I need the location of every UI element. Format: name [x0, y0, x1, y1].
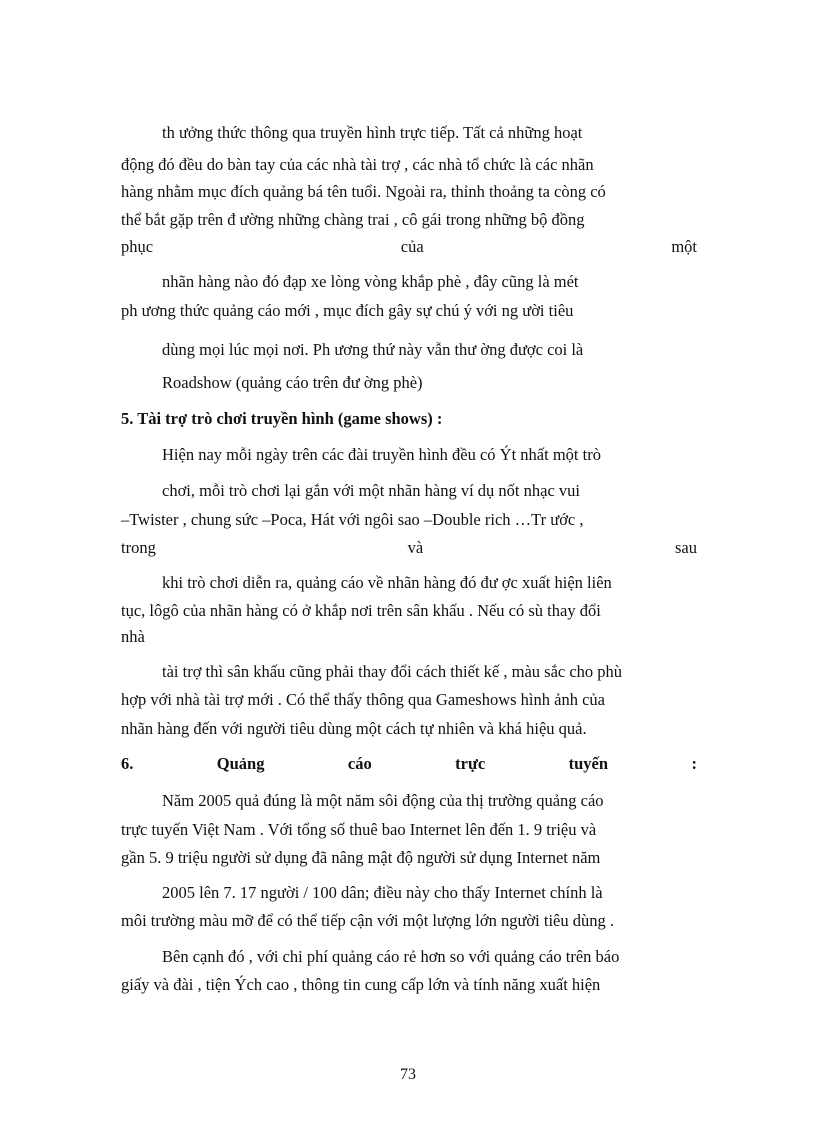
text-line: Roadshow (quảng cáo trên đư ờng phè) — [162, 373, 423, 392]
text-line: dùng mọi lúc mọi nơi. Ph ương thứ này vẫn thư ờng được coi là — [162, 340, 584, 359]
word: trong — [121, 538, 156, 557]
page-number: 73 — [400, 1066, 416, 1083]
text-line: nhà — [121, 627, 145, 646]
heading-word: trực — [455, 754, 486, 773]
justified-line — [121, 538, 697, 558]
heading-word: tuyến — [568, 754, 609, 773]
text-line: nhãn hàng đến với người tiêu dùng một cách tự nhiên và khá hiệu quả. — [121, 719, 587, 738]
text-line: nhãn hàng nào đó đạp xe lòng vòng khắp phè , đây cũng là mét — [162, 272, 579, 291]
text-line: tục, lôgô của nhãn hàng có ở khắp nơi trên sân khấu . Nếu có sù thay đổi — [121, 601, 601, 620]
text-line: Bên cạnh đó , với chi phí quảng cáo rẻ hơn so với quảng cáo trên báo — [162, 947, 620, 966]
text-line: –Twister , chung sức –Poca, Hát với ngôi sao –Double rich …Tr ước , — [121, 510, 584, 529]
text-line: Hiện nay mỗi ngày trên các đài truyền hình đều có Ýt nhất một trò — [162, 445, 601, 464]
text-line: động đó đều do bàn tay của các nhà tài trợ , các nhà tổ chức là các nhãn — [121, 155, 594, 174]
text-line: hàng nhằm mục đích quảng bá tên tuổi. Ngoài ra, thỉnh thoảng ta còng có — [121, 182, 606, 201]
word: sau — [674, 538, 697, 557]
section-heading-6 — [121, 754, 697, 774]
text-line: thể bắt gặp trên đ ường những chàng trai , cô gái trong những bộ đồng — [121, 210, 585, 229]
text-line: khi trò chơi diễn ra, quảng cáo về nhãn hàng đó đư ợc xuất hiện liên — [162, 573, 612, 592]
word: của — [400, 237, 424, 256]
justified-line — [121, 237, 697, 257]
text-line: chơi, mỗi trò chơi lại gắn với một nhãn hàng ví dụ nốt nhạc vui — [162, 481, 580, 500]
heading-word: Quảng — [216, 754, 265, 773]
section-heading-5: 5. Tài trợ trò chơi truyền hình (game shows) : — [121, 409, 443, 428]
text-line: giấy và đài , tiện Ých cao , thông tin cung cấp lớn và tính năng xuất hiện — [121, 975, 601, 994]
text-line: trực tuyến Việt Nam . Với tổng số thuê bao Internet lên đến 1. 9 triệu và — [121, 820, 597, 839]
heading-word: 6. — [121, 754, 134, 773]
text-line: 2005 lên 7. 17 người / 100 dân; điều này cho thấy Internet chính là — [162, 883, 603, 902]
heading-word: cáo — [347, 754, 372, 773]
text-line: hợp với nhà tài trợ mới . Có thể thấy thông qua Gameshows hình ảnh của — [121, 690, 605, 709]
text-line: môi trường màu mỡ để có thể tiếp cận với một lượng lớn người tiêu dùng . — [121, 911, 614, 930]
text-line: gần 5. 9 triệu người sử dụng đã nâng mật độ người sử dụng Internet năm — [121, 848, 601, 867]
text-line: Năm 2005 quả đúng là một năm sôi động của thị trường quảng cáo — [162, 791, 604, 810]
text-line: tài trợ thì sân khấu cũng phải thay đổi cách thiết kế , màu sắc cho phù — [162, 662, 623, 681]
text-line: ph ương thức quảng cáo mới , mục đích gây sự chú ý với ng ười tiêu — [121, 301, 574, 320]
word: phục — [121, 237, 154, 256]
word: và — [407, 538, 424, 557]
heading-word: : — [691, 754, 697, 773]
text-line: th ưởng thức thông qua truyền hình trực tiếp. Tất cả những hoạt — [162, 123, 583, 142]
word: một — [671, 237, 697, 256]
